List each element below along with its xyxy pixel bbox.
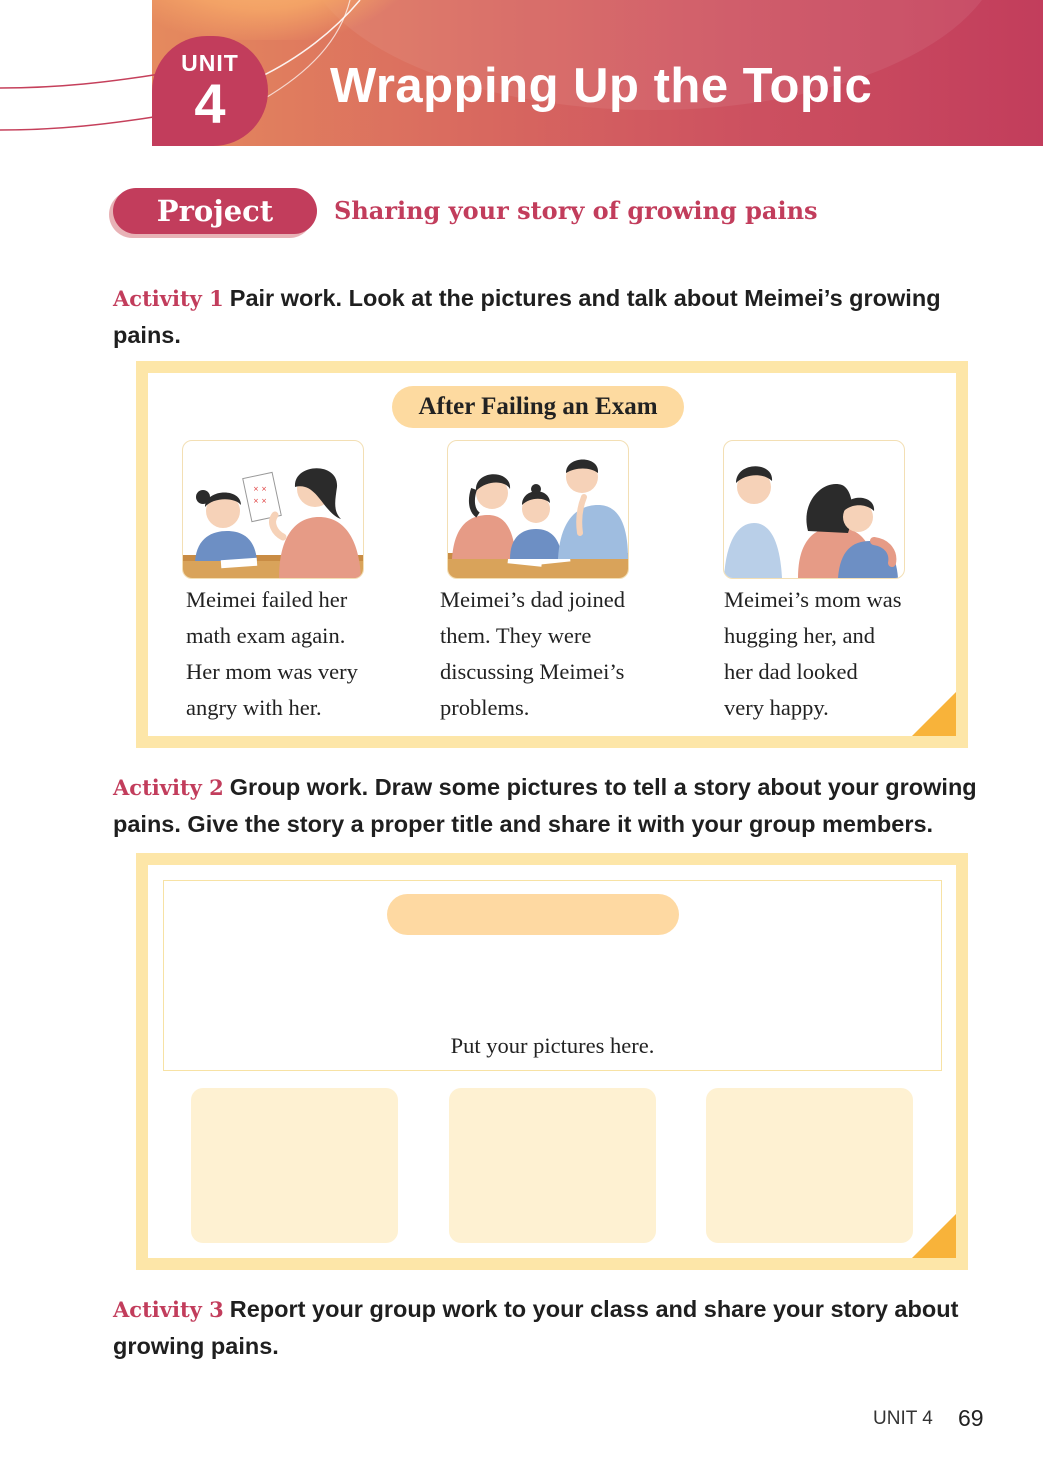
corner-accent: [912, 1214, 956, 1258]
unit-number: 4: [194, 72, 226, 135]
drawing-slot-2[interactable]: [449, 1088, 656, 1243]
caption-line: Meimei’s mom was: [724, 587, 902, 612]
picture-3: [723, 440, 905, 579]
footer-unit: UNIT 4: [873, 1408, 933, 1429]
caption-line: hugging her, and: [724, 623, 875, 648]
activity-3-heading: [113, 1291, 993, 1364]
caption-line: her dad looked: [724, 659, 858, 684]
caption-line: angry with her.: [186, 695, 322, 720]
page-title: Wrapping Up the Topic: [330, 59, 873, 113]
caption-line: problems.: [440, 695, 530, 720]
story-title: After Failing an Exam: [392, 386, 684, 428]
activity-2-label: Activity 2: [113, 775, 224, 800]
caption-line: Meimei’s dad joined: [440, 587, 625, 612]
caption-line: Her mom was very: [186, 659, 358, 684]
project-label: Project: [113, 188, 317, 234]
svg-text:× ×: × ×: [253, 485, 267, 493]
caption-1: [186, 582, 358, 726]
caption-2: [440, 582, 625, 726]
pictures-placeholder: Put your pictures here.: [450, 1033, 655, 1058]
caption-3: [724, 582, 901, 726]
activity-1-label: Activity 1: [113, 286, 224, 311]
unit-label: UNIT: [181, 50, 239, 76]
picture-1: [182, 440, 364, 579]
caption-line: them. They were: [440, 623, 592, 648]
activity-3-label: Activity 3: [113, 1297, 224, 1322]
caption-line: discussing Meimei’s: [440, 659, 625, 684]
mom-hugging-illustration: [724, 441, 904, 578]
caption-line: math exam again.: [186, 623, 346, 648]
caption-line: Meimei failed her: [186, 587, 348, 612]
story-title-slot[interactable]: [387, 894, 679, 935]
mom-angry-illustration: [183, 441, 363, 578]
activity-2-instruction: Group work. Draw some pictures to tell a story about your growing pains. Give the story a proper title and share it with your group members.: [113, 774, 977, 837]
activity-1-instruction: Pair work. Look at the pictures and talk about Meimei’s growing pains.: [113, 285, 941, 348]
corner-accent: [912, 692, 956, 736]
page-number: 69: [958, 1405, 984, 1431]
activity-3-instruction: Report your group work to your class and share your story about growing pains.: [113, 1296, 959, 1359]
activity-2-heading: [113, 769, 993, 842]
unit-badge: [152, 36, 268, 146]
drawing-slot-3[interactable]: [706, 1088, 913, 1243]
drawing-slot-1[interactable]: [191, 1088, 398, 1243]
activity-1-heading: [113, 280, 993, 353]
picture-2: [447, 440, 629, 579]
svg-text:× ×: × ×: [253, 497, 267, 505]
family-discussing-illustration: [448, 441, 628, 578]
caption-line: very happy.: [724, 695, 829, 720]
project-subtitle: Sharing your story of growing pains: [334, 196, 818, 225]
